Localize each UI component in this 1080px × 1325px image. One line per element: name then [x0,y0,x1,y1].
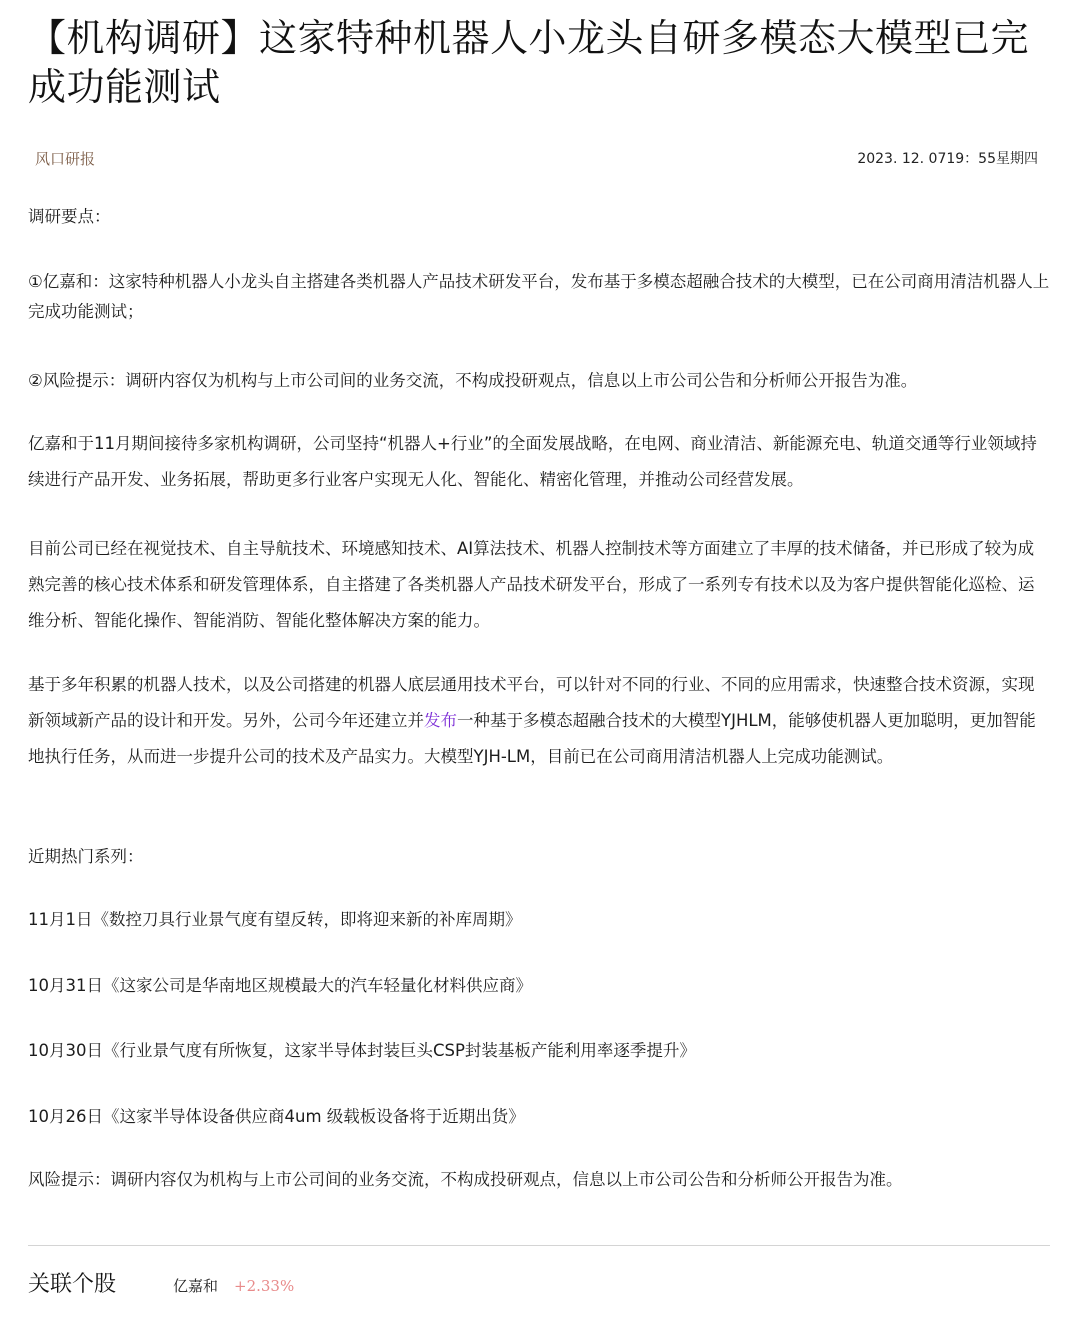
body-paragraph-2: 目前公司已经在视觉技术、自主导航技术、环境感知技术、AI算法技术、机器人控制技术等方面建立了丰厚的技术储备，并已形成了较为成熟完善的核心技术体系和研发管理体系，自主搭建了各类机器人产品技术研发平台，形成了一系列专有技术以及为客户提供智能化巡检、运维分析、智能化操作、智能消防、智能化整体解决方案的能力。 [28,539,1035,630]
body-paragraph-3-start: 基于多年积累的机器人技术，以及公司搭建的机器人底层通用技术平台，可以针对不同的行业、不同的应用需求，快速整合技术资源，实现新领域新产品的设计和开发。另外，公司今年还建立并 [28,675,1035,730]
publish-link[interactable]: 发布 [424,711,457,730]
risk-note: 风险提示：调研内容仅为机构与上市公司间的业务交流，不构成投研观点，信息以上市公司公告和分析师公开报告为准。 [28,1170,903,1189]
series-item[interactable]: 10月30日《行业景气度有所恢复，这家半导体封装巨头CSP封装基板产能利用率逐季提升》 [28,1041,696,1060]
key-point-1: ①亿嘉和：这家特种机器人小龙头自主搭建各类机器人产品技术研发平台，发布基于多模态超融合技术的大模型，已在公司商用清洁机器人上完成功能测试； [28,272,1050,321]
article-title: 【机构调研】这家特种机器人小龙头自研多模态大模型已完成功能测试 [28,16,1030,109]
article-meta [35,148,1038,172]
series-item[interactable]: 10月31日《这家公司是华南地区规模最大的汽车轻量化材料供应商》 [28,976,532,995]
stock-change-badge: +2.33% [234,1277,295,1295]
body-paragraph-3 [28,667,1050,775]
article-datetime: 2023. 12. 0719：55星期四 [857,151,1038,167]
related-stocks-heading: 关联个股 [28,1272,117,1297]
article-source[interactable]: 风口研报 [35,150,96,168]
body-paragraph-1: 亿嘉和于11月期间接待多家机构调研，公司坚持“机器人+行业”的全面发展战略，在电网、商业清洁、新能源充电、轨道交通等行业领域持续进行产品开发、业务拓展，帮助更多行业客户实现无人化、智能化、精密化管理，并推动公司经营发展。 [28,434,1037,489]
key-point-2: ②风险提示：调研内容仅为机构与上市公司间的业务交流，不构成投研观点，信息以上市公司公告和分析师公开报告为准。 [28,371,918,390]
stock-name-link[interactable]: 亿嘉和 [173,1277,219,1295]
series-item[interactable]: 10月26日《这家半导体设备供应商4um 级载板设备将于近期出货》 [28,1107,525,1126]
series-item[interactable]: 11月1日《数控刀具行业景气度有望反转，即将迎来新的补库周期》 [28,910,522,929]
body-paragraph-3-end: 一种基于多模态超融合技术的大模型YJHLM，能够使机器人更加聪明，更加智能地执行任务，从而进一步提升公司的技术及产品实力。大模型YJH-LM，目前已在公司商用清洁机器人上完成功能测试。 [28,711,1036,766]
key-points-label: 调研要点： [28,207,111,226]
related-stocks [28,1266,528,1306]
hot-series-label: 近期热门系列： [28,847,144,866]
section-divider [28,1245,1050,1246]
